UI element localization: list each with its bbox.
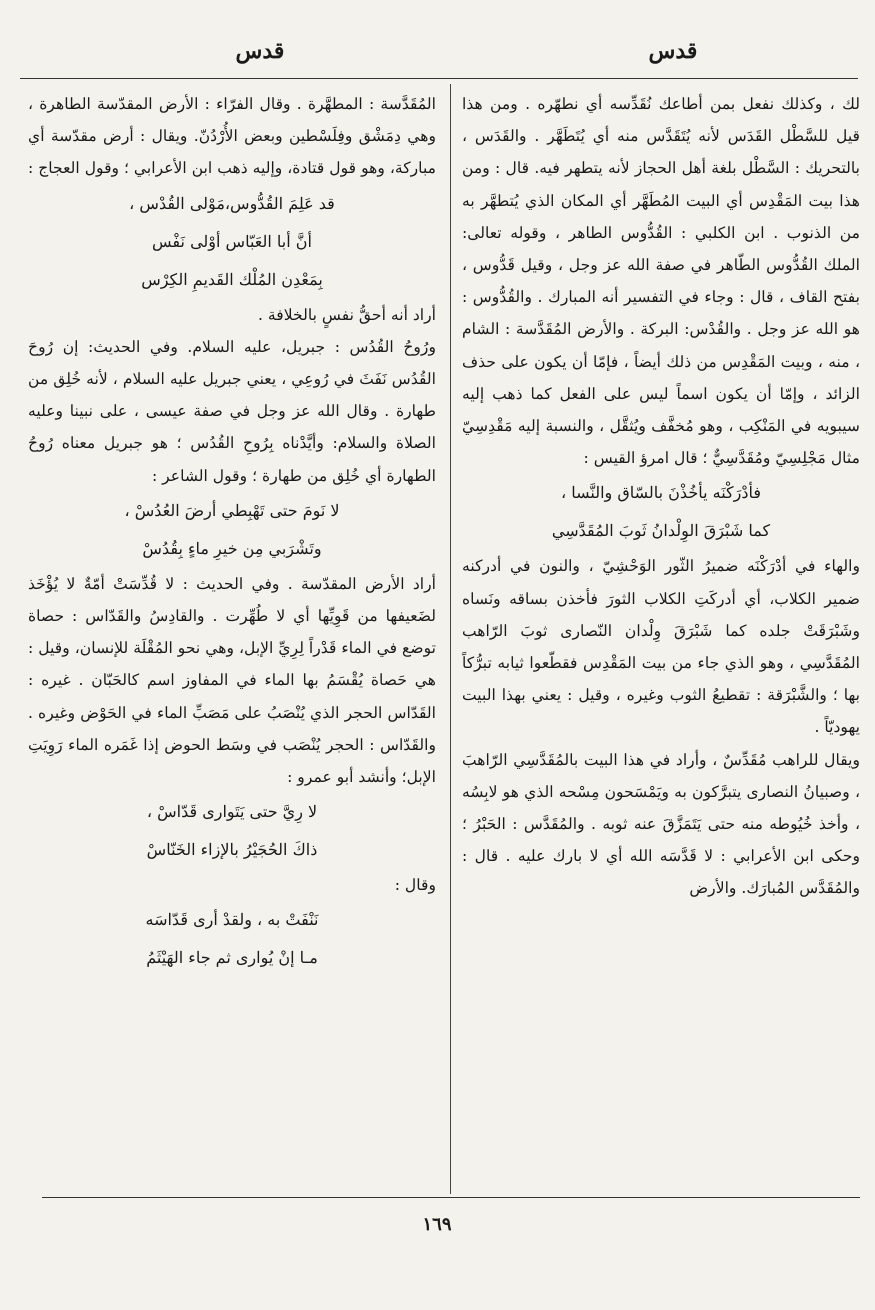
verse-line: نَنْفَتْ به ، ولقدْ أرى قَدّاسَه [145, 910, 319, 930]
verse-line: كما شَبْرَقَ الوِلْدانُ ثَوبَ المُقَدَّسِي [551, 521, 771, 541]
page-number: ١٦٩ [422, 1214, 452, 1235]
right-column [462, 88, 860, 905]
verse-line: فأدْرَكْنَه يأخُذْنَ بالسّاق والنَّسا ، [560, 483, 762, 503]
paragraph: والهاء في أدْرَكْنَه ضميرُ الثّور الوَحْشِيّ ، والنون في أدركنه ضمير الكلاب، أي أدركَتِ الكلاب الثورَ فأخذن بساقه ونَساه وشَبْرَقَتْ جلده كما شَبْرَقَ وِلْدان النّصارى ثوبَ الرّاهب المُقَدَّسِي ، وهو الذي جاء من بيت المَقْدِس فقطّعوا ثيابه تبرُّكاً بها ؛ والشَّبْرَقة : تقطيعُ الثوب وغيره ، وقيل : يعني بهذا البيت يهوديّاً . [462, 557, 860, 737]
left-column [28, 88, 436, 977]
paragraph: المُقَدَّسة : المطهَّرة . وقال الفرّاء : الأرض المقدّسة الطاهرة ، وهي دِمَشْق وفِلَسْطين وبعض الأُرْدُنّ. ويقال : أرض مقدّسة أي مباركة، وهو قول قتادة، وإليه ذهب ابن الأعرابي ؛ وقول العجاج : [28, 95, 436, 178]
verse-line: لا نَومَ حتى تَهْبِطي أرضَ العُدُسْ ، [124, 500, 340, 520]
verse-line: بِمَعْدِن المُلْك القَديمِ الكِرْس [141, 269, 323, 289]
running-header-right: قدس [648, 38, 698, 64]
header-rule [20, 78, 858, 79]
paragraph: أراد أنه أحقُّ نفسٍ بالخلافة . [257, 305, 436, 324]
paragraph: ورُوحُ القُدُس : جبريل، عليه السلام. وفي الحديث: إن رُوحَ القُدُس نَفَثَ في رُوعِي ، يعني جبريل عليه السلام ، لأنه خُلِق من طهارة . وقال الله عز وجل في صفة عيسى ، على نبينا وعليه الصلاة والسلام: وأيَّدْناه بِرُوحِ القُدُس ؛ هو جبريل معناه رُوحُ الطهارة أي خُلِق من طهارة ؛ وقول الشاعر : [28, 337, 436, 485]
running-header-left: قدس [235, 38, 285, 64]
verse-line: ذاكَ الحُجَيْرُ بالإزاء الخَنّاسْ [146, 840, 318, 860]
paragraph: وقال : [394, 876, 436, 895]
verse-line: أنَّ أبا العَبّاس أوْلى نَفْس [152, 231, 312, 251]
paragraph: لك ، وكذلك نفعل بمن أطاعك نُقَدِّسه أي نطهّره . ومن هذا قيل للسَّطْل القَدَس لأنه يُتَقَدَّس منه أي يُتَطَهَّر . والقَدَس ، بالتحريك : السَّطْل بلغة أهل الحجاز لأنه يتطهر فيه. قال : ومن هذا بيت المَقْدِس أي البيت المُطَهَّر أي المكان الذي يُتطهَّر به من الذنوب . ابن الكلبي : القُدُّوس الطاهر ، وقوله تعالى: الملك القُدُّوس الطّاهر في صفة الله عز وجل ، وقيل قَدُّوس ، بفتح القاف ، قال : وجاء في التفسير أنه المبارك . والقُدُّوس : هو الله عز وجل . والقُدْس: البركة . والأرض المُقَدَّسة : الشام ، منه ، وبيت المَقْدِس من ذلك أيضاً ، فإمّا أن يكون على حذف الزائد ، وإمّا أن يكون اسماً ليس على الفعل كما ذهب إليه سيبويه في المَنْكِب ، وهو مُخفَّف ويُثقَّل ، والنسبة إليه مَقْدِسِيّ مثال مَجْلِسِيّ ومُقَدَّسِيٌّ ؛ قال امرؤ القيس : [462, 95, 860, 468]
paragraph: أراد الأرض المقدّسة . وفي الحديث : لا قُدِّسَتْ أمّةٌ لا يُؤْخَذ لضَعيفها من قَوِيِّها أي لا طُهِّرت . والقادِسُ والقَدّاس : حصاة توضع في الماء قَدْراً لِرِيِّ الإبل، وهي نحو المُقْلَة للإنسان، وقيل : هي حَصاة يُقْسَمُ بها الماء في المفاوز اسم كالحَبّان . غيره : القَدّاس الحجر الذي يُنْصَبُ على مَصَبِّ الماء في الحَوْض وغيره . والقَدّاس : الحجر يُنْصَب في وسَط الحوض إذا غَمَره الماء رَوِيَتِ الإبل؛ وأنشد أبو عمرو : [28, 574, 436, 787]
footer-rule [42, 1197, 860, 1198]
verse-line: قد عَلِمَ القُدُّوس،مَوْلى القُدْس ، [129, 193, 335, 213]
paragraph: ويقال للراهب مُقَدِّسٌ ، وأراد في هذا البيت بالمُقَدَّسِي الرّاهبَ ، وصبيانُ النصارى يتبرَّكون به ويَمْسَحون مِسْحه الذي هو لابِسُه ، وأخذ خُيُوطه منه حتى يَتَمَزَّقَ عنه ثوبه . والمُقَدَّس : الحَبْرُ ؛ وحكى ابن الأعرابي : لا قَدَّسَه الله أي لا بارك عليه . قال : والمُقَدَّس المُبارَك. والأرض [462, 750, 860, 898]
verse-line: لا رِيَّ حتى يَتَوارى قَدّاسْ ، [146, 802, 318, 822]
column-divider [450, 84, 451, 1194]
verse-line: مـا إنْ يُوارى ثم جاء الهَيْثَمُ [146, 948, 318, 968]
verse-line: وتَشْرَبي مِن خيرِ ماءٍ بِقُدُسْ [142, 538, 322, 558]
